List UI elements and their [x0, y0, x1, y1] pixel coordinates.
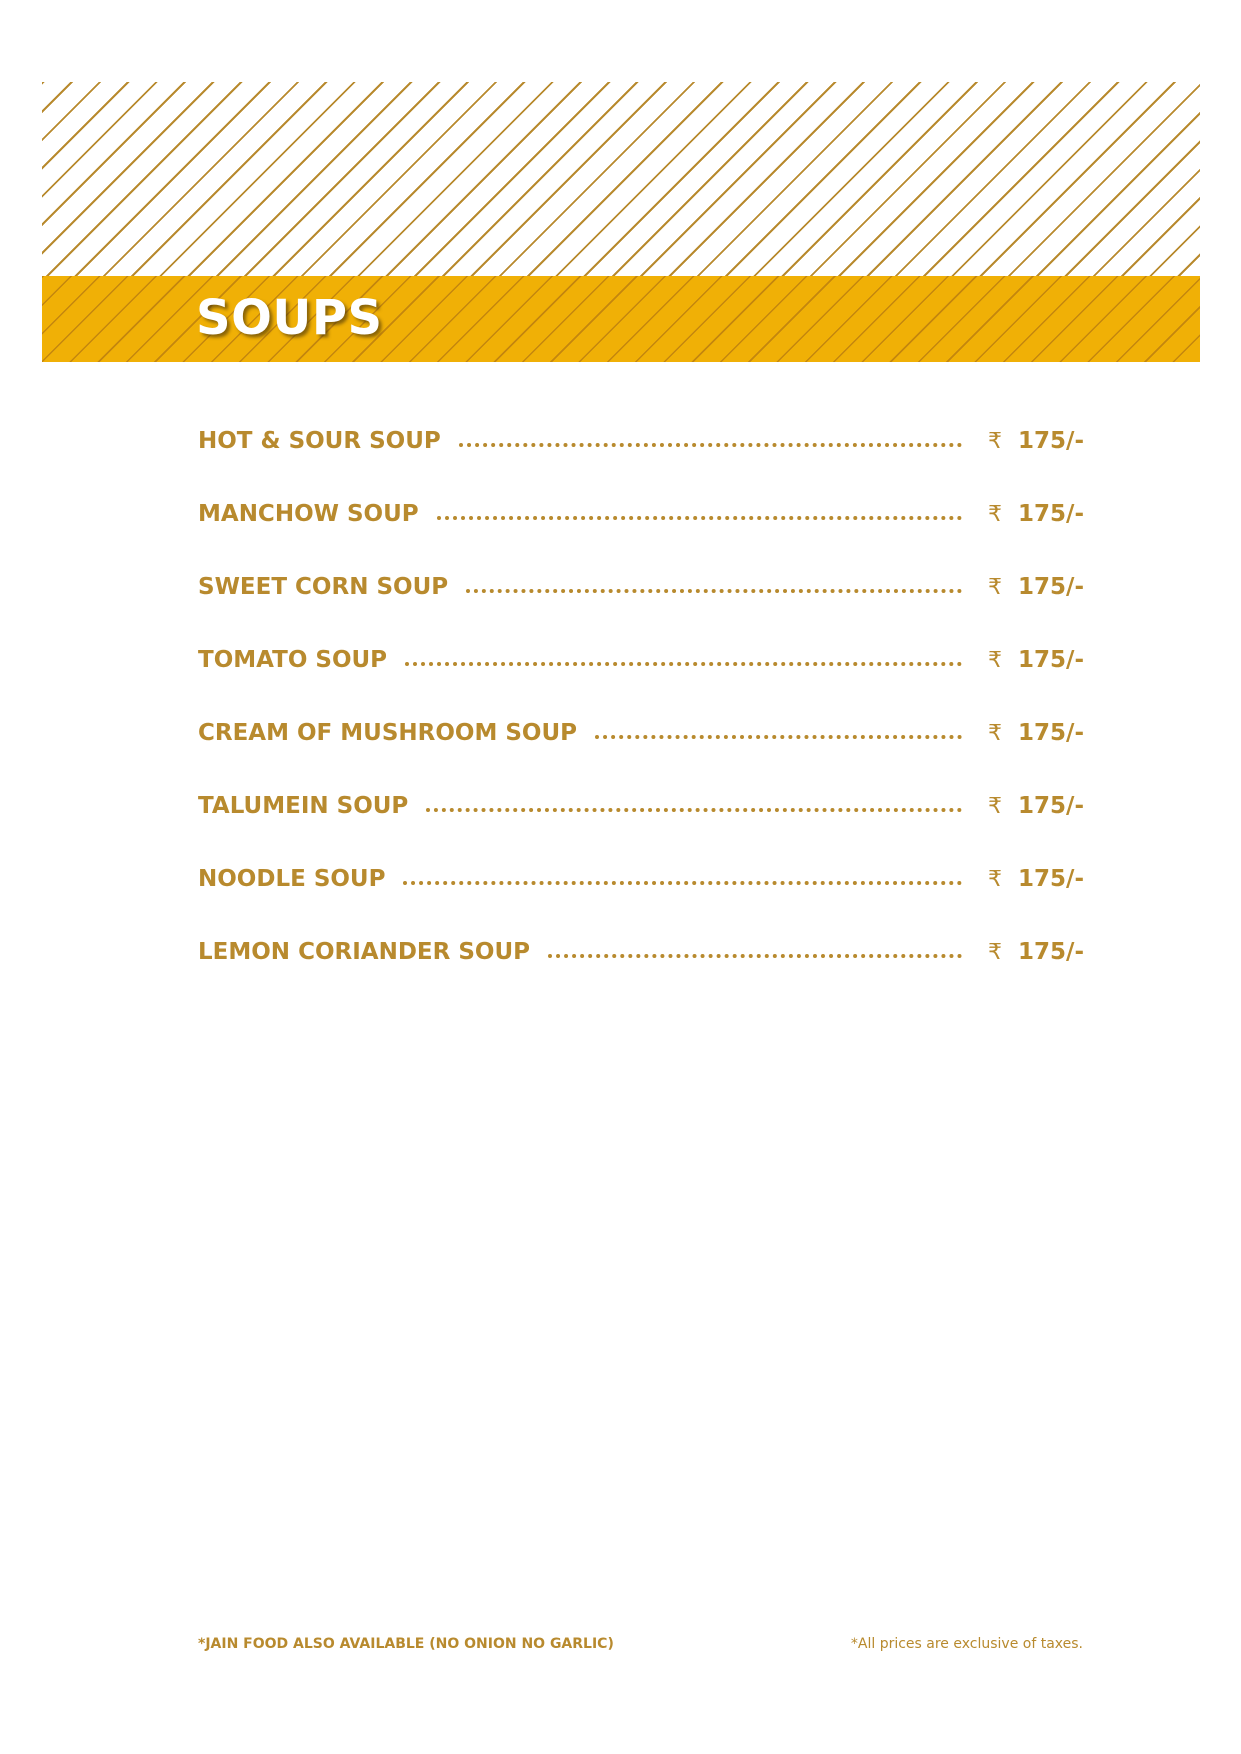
- title-band: [42, 276, 1200, 362]
- leader-dots: [426, 808, 962, 812]
- item-price: 175/-: [1018, 501, 1084, 527]
- tax-note: *All prices are exclusive of taxes.: [850, 1636, 1083, 1652]
- jain-food-note: *JAIN FOOD ALSO AVAILABLE (NO ONION NO GARLIC): [198, 1636, 614, 1652]
- item-price: 175/-: [1018, 574, 1084, 600]
- leader-dots: [403, 881, 962, 885]
- menu-item: [198, 793, 1084, 866]
- item-price: 175/-: [1018, 720, 1084, 746]
- item-price: 175/-: [1018, 866, 1084, 892]
- menu-item: [198, 647, 1084, 720]
- item-name: NOODLE SOUP: [198, 866, 386, 892]
- rupee-symbol: ₹: [988, 940, 1003, 965]
- rupee-symbol: ₹: [988, 794, 1003, 819]
- item-price: 175/-: [1018, 428, 1084, 454]
- item-name: TOMATO SOUP: [198, 647, 388, 673]
- menu-item: [198, 574, 1084, 647]
- rupee-symbol: ₹: [988, 429, 1003, 454]
- menu-item: [198, 501, 1084, 574]
- item-name: HOT & SOUR SOUP: [198, 428, 441, 454]
- menu-list: [198, 428, 1084, 1012]
- menu-item: [198, 428, 1084, 501]
- menu-item: [198, 720, 1084, 793]
- item-name: SWEET CORN SOUP: [198, 574, 449, 600]
- item-name: TALUMEIN SOUP: [198, 793, 409, 819]
- menu-item: [198, 939, 1084, 1012]
- rupee-symbol: ₹: [988, 721, 1003, 746]
- rupee-symbol: ₹: [988, 502, 1003, 527]
- leader-dots: [595, 735, 962, 739]
- rupee-symbol: ₹: [988, 575, 1003, 600]
- item-name: LEMON CORIANDER SOUP: [198, 939, 530, 965]
- page-title: SOUPS: [196, 290, 383, 346]
- item-name: MANCHOW SOUP: [198, 501, 419, 527]
- header-banner: [42, 82, 1200, 362]
- item-name: CREAM OF MUSHROOM SOUP: [198, 720, 578, 746]
- leader-dots: [548, 954, 962, 958]
- item-price: 175/-: [1018, 647, 1084, 673]
- leader-dots: [459, 443, 962, 447]
- leader-dots: [437, 516, 962, 520]
- leader-dots: [405, 662, 962, 666]
- leader-dots: [466, 589, 962, 593]
- menu-item: [198, 866, 1084, 939]
- item-price: 175/-: [1018, 939, 1084, 965]
- rupee-symbol: ₹: [988, 867, 1003, 892]
- item-price: 175/-: [1018, 793, 1084, 819]
- rupee-symbol: ₹: [988, 648, 1003, 673]
